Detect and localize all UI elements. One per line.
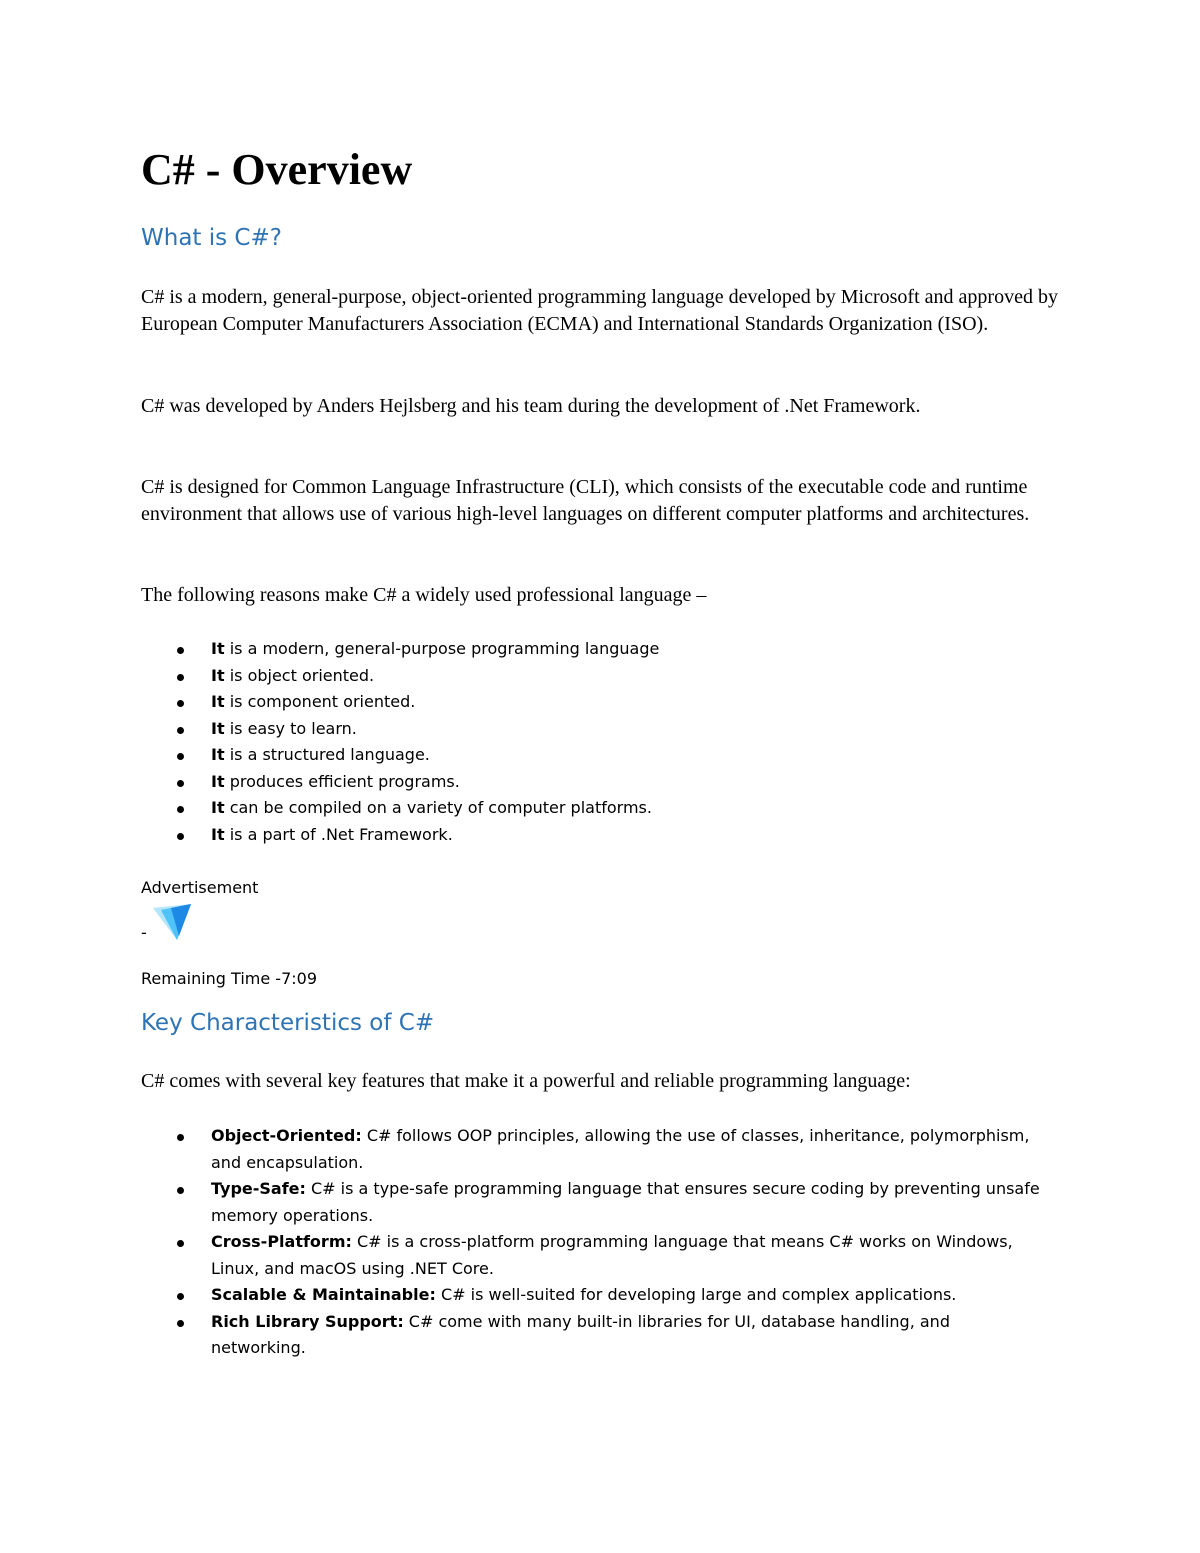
paragraph-cli: C# is designed for Common Language Infrastructure (CLI), which consists of the executable code and runtime environment that allows use of various high-level languages on different computer platforms and architectures. [141, 476, 1030, 525]
bullet-icon [177, 833, 184, 840]
list-item: It is a modern, general-purpose programming language [141, 636, 1041, 663]
list-item: It is component oriented. [141, 689, 1041, 716]
bullet-icon [177, 1134, 184, 1141]
video-player-logo-icon[interactable] [147, 902, 193, 942]
bullet-icon [177, 700, 184, 707]
bullet-icon [177, 1293, 184, 1300]
bullet-icon [177, 727, 184, 734]
bullet-icon [177, 753, 184, 760]
bullet-icon [177, 674, 184, 681]
bullet-icon [177, 1320, 184, 1327]
list-item: Rich Library Support: C# come with many built-in libraries for UI, database handling, and networking. [141, 1309, 1041, 1362]
paragraph-reasons-intro: The following reasons make C# a widely used professional language – [141, 584, 707, 606]
bullet-icon [177, 780, 184, 787]
list-item: It is a part of .Net Framework. [141, 822, 1041, 849]
bullet-icon [177, 1187, 184, 1194]
list-item: It is easy to learn. [141, 716, 1041, 743]
list-item: It produces efficient programs. [141, 769, 1041, 796]
bullet-icon [177, 806, 184, 813]
advertisement-label: Advertisement [141, 878, 259, 897]
bullet-icon [177, 647, 184, 654]
advertisement-dash: - [141, 923, 147, 942]
list-item: It is a structured language. [141, 742, 1041, 769]
paragraph-history: C# was developed by Anders Hejlsberg and his team during the development of .Net Framework. [141, 395, 921, 417]
page-title: C# - Overview [141, 145, 413, 194]
bullet-icon [177, 1240, 184, 1247]
list-item: Object-Oriented: C# follows OOP principles, allowing the use of classes, inheritance, polymorphism, and encapsulation. [141, 1123, 1041, 1176]
list-item: Cross-Platform: C# is a cross-platform programming language that means C# works on Windows, Linux, and macOS using .NET Core. [141, 1229, 1041, 1282]
list-item: It can be compiled on a variety of computer platforms. [141, 795, 1041, 822]
paragraph-key-intro: C# comes with several key features that make it a powerful and reliable programming language: [141, 1070, 911, 1092]
list-item: It is object oriented. [141, 663, 1041, 690]
characteristics-list [141, 1123, 1041, 1362]
section-heading-what-is: What is C#? [141, 225, 282, 251]
section-heading-key-characteristics: Key Characteristics of C# [141, 1010, 435, 1036]
list-item: Scalable & Maintainable: C# is well-suited for developing large and complex applications. [141, 1282, 1041, 1309]
paragraph-intro: C# is a modern, general-purpose, object-oriented programming language developed by Microsoft and approved by European Computer Manufacturers Association (ECMA) and International Standards Organization (ISO). [141, 286, 1058, 335]
list-item: Type-Safe: C# is a type-safe programming language that ensures secure coding by preventing unsafe memory operations. [141, 1176, 1041, 1229]
reasons-list [141, 636, 1041, 848]
remaining-time: Remaining Time -7:09 [141, 969, 317, 988]
